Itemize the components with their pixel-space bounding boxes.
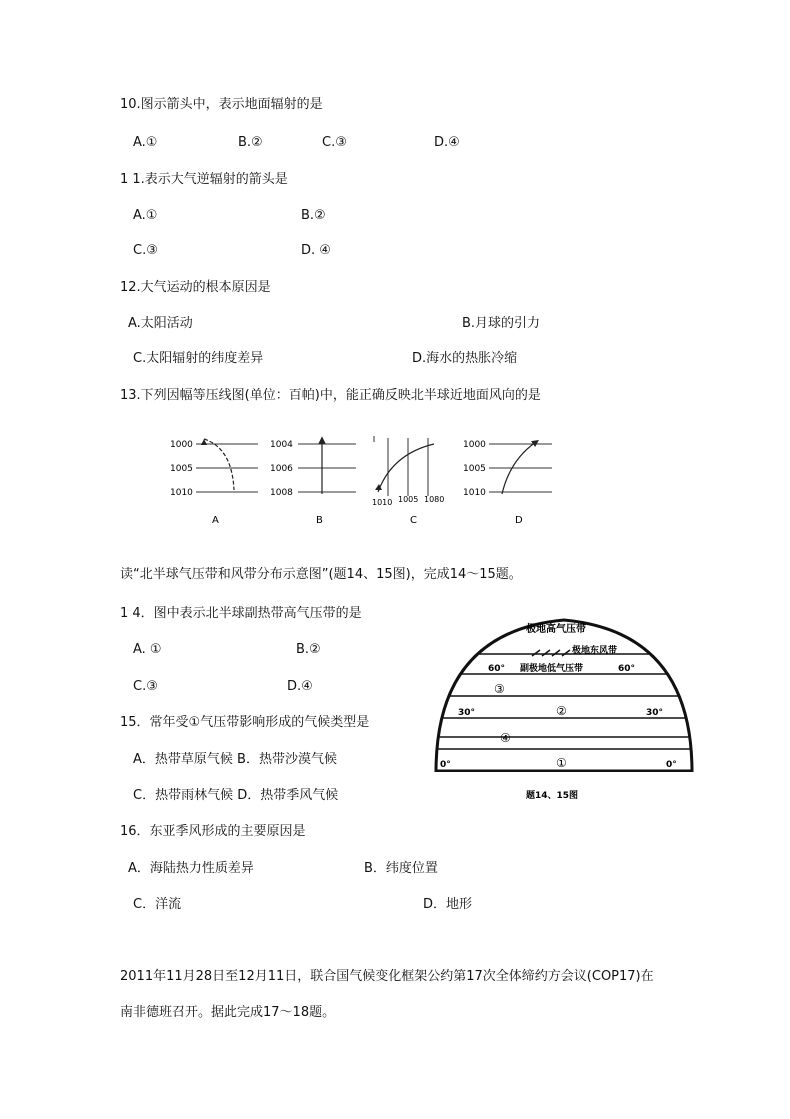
fig-b-caption: B — [316, 515, 323, 526]
intro-17-18-line1: 2011年11月28日至12月11日，联合国气候变化框架公约第17次全体缔约方会议(COP17)在 — [120, 969, 654, 984]
isobar-figure-a[interactable] — [170, 439, 258, 526]
isobar-figures — [160, 430, 580, 530]
fig-c-caption: C — [410, 515, 417, 526]
q15-options-cd[interactable]: C．热带雨林气候 D．热带季风气候 — [133, 788, 339, 803]
q16-stem: 16．东亚季风形成的主要原因是 — [120, 824, 306, 839]
belt-marker-1: ① — [556, 756, 567, 770]
intro-17-18-line2: 南非德班召开。据此完成17～18题。 — [120, 1005, 336, 1020]
fig-b-label-2: 1006 — [270, 464, 293, 474]
q16-option-b[interactable]: B．纬度位置 — [364, 861, 438, 876]
polar-easterly-label: 极地东风带 — [572, 646, 618, 656]
isobar-figure-b[interactable] — [270, 440, 356, 526]
q14-option-d[interactable]: D.④ — [287, 679, 313, 694]
belt-figure-caption: 题14、15图 — [526, 791, 579, 801]
q10-option-a[interactable]: A.① — [133, 135, 158, 150]
q10-option-c[interactable]: C.③ — [322, 135, 347, 150]
q15-stem: 15．常年受①气压带影响形成的气候类型是 — [120, 715, 370, 730]
q16-option-a[interactable]: A．海陆热力性质差异 — [128, 861, 254, 876]
q16-option-c[interactable]: C．洋流 — [133, 897, 182, 912]
polar-high-label: 极地高气压带 — [526, 624, 586, 635]
q12-option-b[interactable]: B.月球的引力 — [462, 316, 541, 331]
polar-easterly-arrows — [532, 650, 570, 656]
subpolar-low-label: 副极地低气压带 — [520, 664, 584, 674]
isobar-figure-c[interactable] — [372, 436, 444, 526]
lat-0-left: 0° — [440, 760, 451, 770]
lat-0-right: 0° — [666, 760, 677, 770]
q12-option-c[interactable]: C.太阳辐射的纬度差异 — [133, 351, 264, 366]
fig-c-label-2: 1005 — [398, 495, 419, 504]
intro-14-15: 读“北半球气压带和风带分布示意图”(题14、15图)，完成14～15题。 — [120, 567, 522, 582]
belt-marker-2: ② — [556, 704, 567, 718]
q15-options-ab[interactable]: A．热带草原气候 B．热带沙漠气候 — [133, 752, 337, 767]
belt-marker-4: ④ — [500, 731, 511, 745]
lat-30-right: 30° — [646, 708, 664, 718]
fig-a-label-3: 1010 — [170, 488, 193, 498]
q16-option-d[interactable]: D．地形 — [423, 897, 473, 912]
q12-option-a[interactable]: A.太阳活动 — [128, 316, 193, 331]
fig-a-label-2: 1005 — [170, 464, 193, 474]
lat-30-left: 30° — [458, 708, 476, 718]
q11-option-d[interactable]: D. ④ — [301, 243, 331, 258]
fig-d-caption: D — [515, 515, 523, 526]
q10-option-b[interactable]: B.② — [238, 135, 263, 150]
q14-option-a[interactable]: A. ① — [133, 642, 162, 657]
q14-option-b[interactable]: B.② — [296, 642, 321, 657]
q11-option-c[interactable]: C.③ — [133, 243, 158, 258]
q11-option-b[interactable]: B.② — [301, 208, 326, 223]
q12-stem: 12.大气运动的根本原因是 — [120, 280, 271, 295]
lat-60-right: 60° — [618, 664, 636, 674]
fig-a-caption: A — [212, 515, 219, 526]
fig-d-label-3: 1010 — [463, 488, 486, 498]
q13-stem: 13.下列因幅等压线图(单位：百帕)中，能正确反映北半球近地面风向的是 — [120, 388, 541, 403]
q14-stem: 1 4．图中表示北半球副热带高气压带的是 — [120, 606, 362, 621]
q11-stem: 1 1.表示大气逆辐射的箭头是 — [120, 172, 288, 187]
lat-60-left: 60° — [488, 664, 506, 674]
q10-option-d[interactable]: D.④ — [434, 135, 460, 150]
fig-d-label-1: 1000 — [463, 440, 486, 450]
fig-c-label-1: 1010 — [372, 498, 393, 507]
isobar-figure-d[interactable] — [463, 440, 552, 526]
fig-d-label-2: 1005 — [463, 464, 486, 474]
pressure-belt-figure — [428, 612, 700, 802]
q12-option-d[interactable]: D.海水的热胀冷缩 — [412, 351, 518, 366]
q14-option-c[interactable]: C.③ — [133, 679, 158, 694]
belt-marker-3: ③ — [494, 682, 505, 696]
q11-option-a[interactable]: A.① — [133, 208, 158, 223]
fig-b-label-1: 1004 — [270, 440, 293, 450]
fig-b-label-3: 1008 — [270, 488, 293, 498]
fig-a-label-1: 1000 — [170, 440, 193, 450]
q10-stem: 10.图示箭头中，表示地面辐射的是 — [120, 97, 323, 112]
fig-c-label-3: 1080 — [424, 495, 445, 504]
